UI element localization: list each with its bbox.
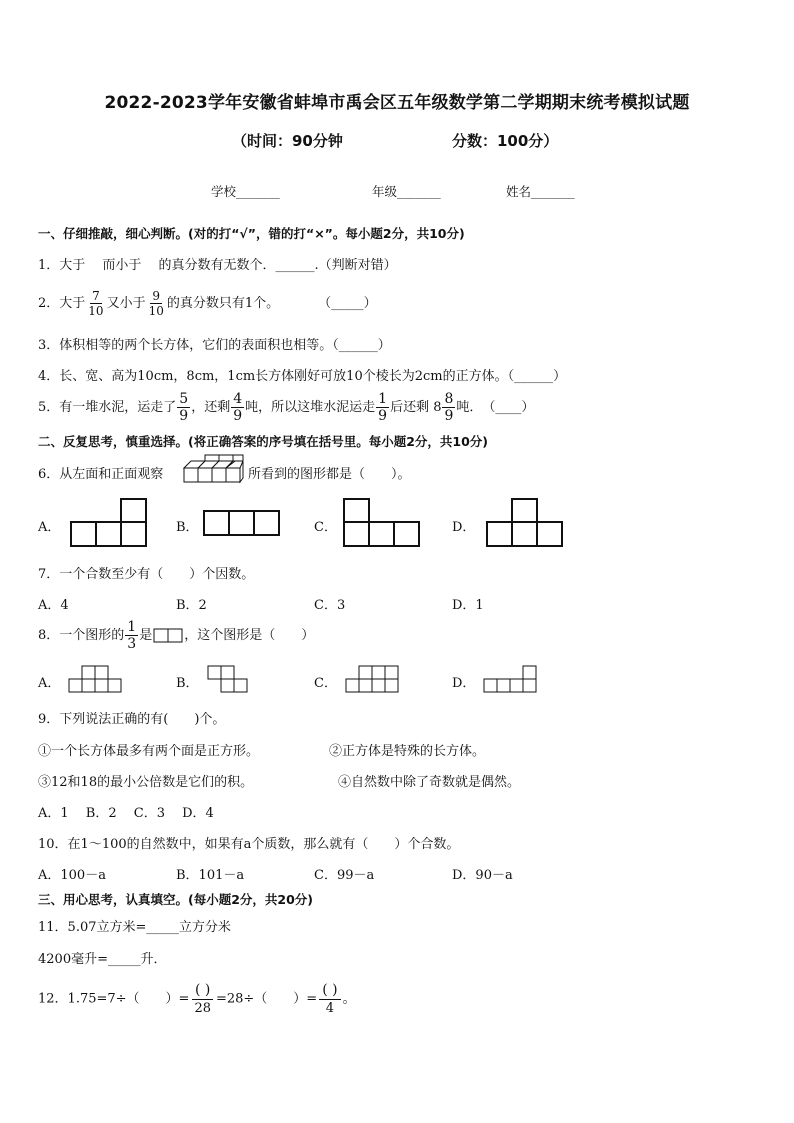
fraction-8-9: $\frac{8}{9}$ — [444, 391, 454, 424]
q10-option-c[interactable]: C．99－a — [314, 868, 375, 883]
q7-option-b[interactable]: B．2 — [176, 598, 207, 613]
q6-option-b[interactable]: B． — [176, 520, 199, 535]
exam-title: 2022-2023学年安徽省蚌埠市禹会区五年级数学第二学期期末统考模拟试题 — [104, 93, 690, 113]
q7-option-c[interactable]: C．3 — [314, 598, 346, 613]
q8-figure-b — [207, 665, 251, 693]
q6-figure-d — [486, 498, 564, 548]
q8-text-b: 是 — [139, 628, 153, 643]
question-6-text-b: 所看到的图形都是（ ）。 — [248, 467, 411, 482]
q9-statement-2: ②正方体是特殊的长方体。 — [329, 744, 486, 759]
q8-option-a[interactable]: A． — [38, 676, 61, 691]
q12-fraction-over-4: $\frac{( )}{4}$ — [319, 983, 340, 1015]
question-12 — [38, 983, 356, 1015]
question-5 — [38, 392, 534, 423]
q6-option-a[interactable]: A． — [38, 520, 61, 535]
q8-text-c: ，这个图形是（ ） — [184, 628, 315, 643]
q6-figure-c — [343, 498, 421, 548]
q6-option-c[interactable]: C． — [314, 520, 337, 535]
exam-time: （时间：90分钟 — [232, 132, 343, 150]
question-11b: 4200毫升=_____升． — [38, 952, 167, 967]
question-2 — [38, 290, 377, 317]
question-7: 7．一个合数至少有（ ）个因数。 — [38, 567, 255, 582]
question-10: 10．在1～100的自然数中，如果有a个质数，那么就有（ ）个合数。 — [38, 837, 460, 852]
q2-text-a: 2．大于 — [38, 296, 86, 311]
q5-text-a: 5．有一堆水泥，运走了 — [38, 400, 177, 415]
fraction-7-10: $\frac{7}{10}$ — [88, 289, 104, 318]
fraction-5-9: $\frac{5}{9}$ — [179, 391, 189, 424]
q5-text-c: 吨，所以这堆水泥运走 — [245, 400, 376, 415]
q6-figure-a — [70, 498, 150, 548]
q8-option-c[interactable]: C． — [314, 676, 337, 691]
question-6-text-a: 6．从左面和正面观察 — [38, 467, 164, 482]
q10-option-d[interactable]: D．90－a — [452, 868, 513, 883]
cube-stack-figure — [183, 454, 245, 486]
q5-text-d: 后还剩 8 — [390, 400, 442, 415]
q8-figure-a — [68, 665, 124, 693]
question-8 — [38, 620, 314, 651]
q10-option-b[interactable]: B．101－a — [176, 868, 245, 883]
q12-text-a: 12．1.75=7÷（ ）= — [38, 991, 190, 1007]
q6-figure-b — [203, 510, 281, 537]
section-1-title: 一、仔细推敲，细心判断。(对的打“√”，错的打“×”。每小题2分，共10分) — [38, 226, 465, 241]
exam-score: 分数：100分） — [452, 132, 559, 150]
fraction-1-3: $\frac{1}{3}$ — [127, 619, 137, 652]
name-field: 姓名_______ — [506, 184, 575, 199]
q9-statement-4: ④自然数中除了奇数就是偶然。 — [338, 775, 521, 790]
school-field: 学校_______ — [211, 184, 280, 199]
q2-text-b: 又小于 — [106, 296, 146, 311]
q9-options[interactable]: A．1 B．2 C．3 D．4 — [38, 806, 214, 821]
q8-figure-c — [345, 665, 401, 693]
q7-option-d[interactable]: D．1 — [452, 598, 484, 613]
q6-option-d[interactable]: D． — [452, 520, 476, 535]
q12-text-b: =28÷（ ）= — [215, 991, 318, 1007]
question-3: 3．体积相等的两个长方体，它们的表面积也相等。（______） — [38, 338, 391, 353]
grade-field: 年级_______ — [372, 184, 441, 199]
q8-text-a: 8．一个图形的 — [38, 628, 125, 643]
q12-text-c: 。 — [342, 991, 356, 1007]
section-3-title: 三、用心思考，认真填空。(每小题2分，共20分) — [38, 892, 314, 907]
q10-option-a[interactable]: A．100－a — [38, 868, 106, 883]
section-2-title: 二、反复思考，慎重选择。(将正确答案的序号填在括号里。每小题2分，共10分) — [38, 434, 489, 449]
question-9: 9．下列说法正确的有( )个。 — [38, 712, 226, 727]
q9-statement-3: ③12和18的最小公倍数是它们的积。 — [38, 775, 254, 790]
q12-fraction-over-28: $\frac{( )}{28}$ — [191, 983, 214, 1015]
q8-option-b[interactable]: B． — [176, 676, 199, 691]
fraction-1-9: $\frac{1}{9}$ — [378, 391, 388, 424]
q7-option-a[interactable]: A．4 — [38, 598, 69, 613]
q8-figure-d — [483, 665, 539, 693]
q5-text-b: ，还剩 — [191, 400, 231, 415]
question-1: 1．大于 而小于 的真分数有无数个．______.（判断对错） — [38, 258, 397, 273]
question-4: 4．长、宽、高为10cm，8cm，1cm长方体刚好可放10个棱长为2cm的正方体。（______） — [38, 369, 567, 384]
q5-text-e: 吨． （____） — [456, 400, 535, 415]
q8-two-squares-figure — [153, 628, 183, 644]
question-11a: 11．5.07立方米=_____立方分米 — [38, 920, 231, 935]
q9-statement-1: ①一个长方体最多有两个面是正方形。 — [38, 744, 260, 759]
q2-text-c: 的真分数只有1个。 （_____） — [166, 296, 377, 311]
fraction-4-9: $\frac{4}{9}$ — [233, 391, 243, 424]
q8-option-d[interactable]: D． — [452, 676, 476, 691]
fraction-9-10: $\frac{9}{10}$ — [148, 289, 164, 318]
